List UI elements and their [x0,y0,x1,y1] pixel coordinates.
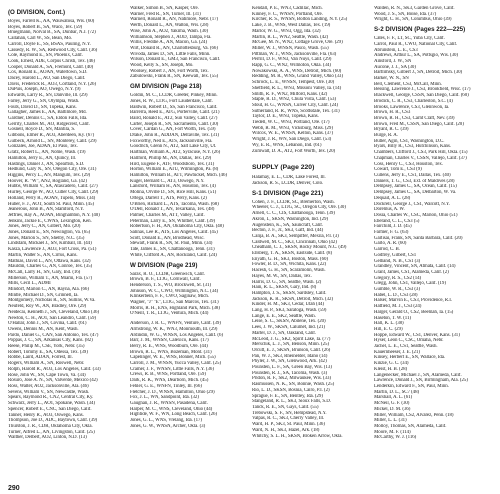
roster-entry: Fowler, B. D., SN, Wichita, Kans. (22) [252,262,327,268]
roster-entry: Brown, R. H., CS3, Carnt Craft, Nev. (39) [374,115,455,121]
roster-entry: Boyes, Robert B., SA, Waco, Tex. (59) [8,24,83,30]
roster-entry: Gonzales, Joe, ADAN, El Paso, Tex. [8,144,78,150]
roster-entry: Orcutt, E. J., SKSN, Brunson, Calif. (26) [252,347,331,353]
roster-entry: Drake, John R., ADDAN, Deltaville, Tex. (31) [130,133,219,139]
roster-entry: Bruegmann, Norval B., SA, Dunbar, N.J. (72) [8,30,96,36]
roster-entry: Aucone, J. J., SA (30) [374,64,416,70]
roster-entry: Cates, F. F., LT, SC, Yuba City, Calif. [374,36,445,42]
roster-entry: DuPuis, Joseph, AO, Owego, N.Y. (9) [8,87,81,93]
roster-entry: Hayes, M. W., SN, Dallas, Tex. [252,273,312,279]
roster-entry: Stout, H. G., WNSN, Culver City, Calif. (24) [252,102,338,108]
roster-entry: Scott, Donald E., AN, Brodhead, Wisc. [130,235,205,241]
roster-entry: Schrock, L. E., WNSN, Tempest, Ore. (30) [252,80,335,86]
roster-entry: Hurley, George W., AO, Cutler City, Calif. (29) [8,190,99,196]
roster-entry: Lang, H. P., SK3, Saratoga, Wash. (59) [252,308,327,314]
roster-entry: Turner, Alfred L., AN, Livingston, Calif. (25) [8,429,95,435]
roster-entry: Baldwin, Robert D., SS, San Francisco, Calif. [130,104,218,110]
roster-entry: Phyler, J. W., SN, Glenwood, Ark. (42) [252,359,327,365]
roster-entry: Miller, William, CS2, Alvarez, Penn. (18) [374,412,454,418]
roster-entry: Barr, J. M., WNSN, Calexico, Kans. (17) [130,338,209,344]
roster-entry: Kircher, R. S., WNSN, Bolton Landing, N.Y. (25) [252,17,348,23]
roster-entry: Harper, M. C., WNS, Cleveland, Ohio (44) [130,406,213,412]
roster-entry: Ward, H. P., SK3, St. Paul, Minn. (36) [252,422,325,428]
roster-entry: Pounsten, R. J., SA, Tacoma, Wash. (3) [252,370,328,376]
roster-entry: Hacesh, G. H., SN, Scaramolin, Wash. [252,268,326,274]
roster-entry: Haseton, T. W. (11) [374,315,411,321]
roster-entry: Martin, D. L., SC7 (48) [374,389,420,395]
roster-entry: Sprague, F. E., SN, Bentley, Ida. (29) [252,393,323,399]
roster-entry: Stangeland, R. L., SK3, Sioux Falls, S.D. [252,399,331,405]
roster-entry: Trebowski, S. F., SN, Hempstead, N.Y. [252,410,327,416]
roster-entry: Kinney, F. C., WNSN, Portland, Ore. [252,11,323,17]
roster-entry: Burge, R. A. [374,133,398,139]
roster-entry: Harger, Gerald O., CS2, Beemah, Ia. (15) [374,309,454,315]
roster-entry: Edwards, Larry R., SN, Danville, Ill. (29) [8,93,88,99]
roster-entry: Salinas, Lee R., ATS, Los Angeles, Calif. (45) [130,230,218,236]
roster-entry: Abrunstein, L. E., CS3 [374,47,418,53]
roster-entry: Ward, N. H., SK3, Hazel, Ark. (18) [252,427,320,433]
roster-entry: Mintle, Michael D., SN, Grinnell, Ia. [8,292,79,298]
roster-entry: Ardindin, W. G., WNSN, Los Angeles, Calif. (6) [130,332,223,338]
roster-entry: Kinsey, Herbert E., SN, Wallace, Ida. [374,355,446,361]
roster-entry: Augenstein, K., SA, Sauncraft, Calif. [252,222,323,228]
roster-entry: Barker, W. N., SN [374,76,409,82]
roster-entry: Wivoda, James D., SN, Little Falls, Minn. [130,51,211,57]
roster-entry: Harris, D. G., SN, Seattle, Wash. (2) [252,279,322,285]
roster-entry: Kendall, P. E., WN3, Cadillac, Mich. [252,6,323,11]
roster-entry: White, Clifford A., AN, Rockland, Calif. (24) [130,252,217,258]
roster-entry: Cole, Raymond E., SN, Phoenix, Calif. [8,53,83,59]
roster-entry: Carroll, J. M., WNSN, Yucca Valley, Calif. (25) [130,361,221,367]
roster-entry: Fouts, David D., SN, Topeka, Kans. [8,104,77,110]
roster-entry: Wilcox, W. E., WNSN, Kelton, Kans. (37) [252,131,334,137]
roster-entry: Thompson, Joe D., ADC, Baytown, Calif. (39) [8,418,98,424]
roster-entry: Kleist, H. B. (28) [374,366,408,372]
roster-entry: Callahan, Carl W., SS, Bean, Mo. [8,36,73,42]
roster-entry: Carter, Joseph R., SN, Sacramento, Calif. (30) [130,121,219,127]
roster-entry: Lansford, William H., AN, Houston, Tex. (4) [130,184,216,190]
roster-entry: Sarax, R. O., LCDR, Greenwich, Calif. [130,271,206,277]
roster-entry: Kauernheeser, J. E. (21) [374,349,420,355]
roster-entry: Pounsten, L. F., SA, Green Bay, Wis. (13) [252,365,332,371]
directory-page [8,6,496,492]
roster-entry: Calija, B. A., SK3, Sempiffer, Mexila, P.I. (3) [252,233,339,239]
roster-entry: Pridon, R. F., SK2, Milwaukee, Wis. (33) [252,376,331,382]
roster-entry: Bell, Clement, CS3, McCall, Minn. [374,81,442,87]
roster-entry: Molina, Orville D., SN, Rice Hill, Kans. (51) [130,190,217,196]
roster-entry: Stewart, Frank R., SN, St. Paul, Minn. (34) [130,241,213,247]
roster-entry: Montgomery, Nicholas R., SN, Sullins, W.Va. [8,298,96,304]
roster-entry: Farmer, F. G. (63) [374,230,409,236]
roster-entry: Brown, H. R., CS3 [374,110,411,116]
roster-entry: Valpas, R. C., SK3, Cherry Valley, Ill. [252,416,325,422]
roster-entry: Perrill, D. F., WN3, Van Nuys, Calif. (29) [252,57,332,63]
roster-entry: Walther, Delbert, AO2, Linton, N.D. (13) [8,435,87,441]
column-3 [252,6,370,478]
roster-entry: Robbe, Laird, ADAN, Forrest, Ill. [8,355,73,361]
roster-entry: Mathias, David L., AN, Ottawa, Kans. (32) [8,258,91,264]
roster-entry: Jackson, K. R., SKSN, Detroit, Mich. (32) [252,296,333,302]
roster-entry: Molloy, Thomas, SN, Alameda, Calif. [374,423,447,429]
roster-entry: Wright, J. R., WN, San Diego, Calif. (53) [252,137,332,143]
roster-entry: Farley, Jerry G., SN, Olympia, Wash. [8,98,80,104]
roster-entry: Gregory, R. S., CS2 (14) [374,275,422,281]
roster-entry: Fairchild, J. D. (45) [374,224,412,230]
roster-entry: Owens, Dennis M., AN, Kent, Wash. [8,326,79,332]
roster-entry: Kinder, H. M., SK3, Cedar, Utah (44) [252,302,324,308]
roster-entry: Gelband, N. B., CS1 (3) [374,258,421,264]
roster-entry: Baird, Ronald E., AT2, Sun Valley, Calif. (27) [130,115,218,121]
roster-entry: Kinzie, G. C. (34) [374,361,409,367]
roster-entry: Byars, Billy R., CS3, Hutchinson, Kans. [374,144,451,150]
column-2 [130,6,248,478]
roster-entry: Mickel, D. M. (36) [374,406,411,412]
roster-entry: Klinkerbein, F. F., CWO, Saginaw, Mich. [130,294,209,300]
roster-entry: Hain, R. L., SKSN, Gary, Ind. (8) [252,285,317,291]
roster-entry: Hatfield, M. J., CS3 (24) [374,304,422,310]
roster-entry: Pan, W. J., SK3, Rheinelder, Idaho (14) [252,353,328,359]
roster-entry: O'Neill, T. R., LTJG, Ventura, Mich. (44) [130,311,209,317]
roster-entry: Holland, Perry R., AOAN, Tupelo, Miss. (34) [8,195,96,201]
roster-entry: Rapp, G. C., WN2, Wilmoton, Okla. (34) [252,63,331,69]
roster-entry: Godfrey, Gilbert, CS1 [374,252,417,258]
roster-entry: Tate, James E., SN, Chattanooga, Tenn. (31) [130,247,215,253]
roster-entry: Wise, John A., AO2, Yakima, Wash. (30) [130,28,208,34]
roster-entry: Wright, C. H., SN, Columbus, Ohio (39) [374,17,452,23]
roster-entry: O'Hallar, John J., SN, Covina, Calif. (61) [8,321,87,327]
roster-entry: Davis, Frederick R., AO3, Cortland, N.Y. (26) [8,81,96,87]
roster-entry: Caldwell, M. C., SK3, Cincinnati, Ohio (42) [252,239,337,245]
roster-entry: Gregg, John, CS1, Vallejo, Calif. (19) [374,281,446,287]
roster-entry: Wy, E. R., WNS, Lebanon, Ind. (61) [252,142,322,148]
roster-entry: Bartlimsky, Gilbert J., SN, Detroit, Mich. (30) [374,70,463,76]
roster-entry: Butler, Agin, CS1, Washington, D.C. [374,138,445,144]
roster-entry: Zumwalt, D. A., AT2, Fort Worth, Tex. (20) [252,148,336,154]
roster-entry: Goodrich, Glenn N., AT2, Salt Lake City, Ut. [130,144,217,150]
roster-entry: Millerson, William T., AN, Miami, Fla. (57) [8,275,93,281]
roster-entry: Capelinger, W. E., WNS, Bonner, Mich. (55) [130,355,216,361]
column-1 [8,6,126,478]
roster-entry: Spencer, Robert E., CNC, San Diego, Calif. [8,406,92,412]
roster-entry: Dosia, Charles W., CSC, Marion, Ohio (51) [374,212,458,218]
roster-entry: Hamilton, Jerry E., AN, Quincy, Ill. [8,155,77,161]
roster-entry: Fletcher, J. D., WNSN, Hamilton, Ohio (29) [130,389,215,395]
roster-entry: Warnell, Ronald R., AN, Natimore, Nebr. (17) [130,17,219,23]
section-heading: SUPPLY (Page 220) [252,164,315,172]
roster-entry: Huber, F. J., AOT, South St. Paul, Minn. (45) [8,201,94,207]
roster-entry: Robert, Tommy E., SA, Odessa, Tex. (39) [8,349,88,355]
roster-entry: Pittman, W. J., WNS, Jacksonville, Fla. (63) [252,51,337,57]
roster-entry: Mauldin, Charles G., AN, Conroe, Tex. (35) [8,264,93,270]
roster-entry: Wood, J. S., SN, Boise, Ida. (37) [374,11,437,17]
roster-entry: Brown, B. F., LTJG, Cornwall, Calif. [130,277,201,283]
roster-entry: Taylor, D. E., WN3, Topeka, Kans. [252,114,319,120]
roster-entry: Williamson, Stephen J., AOD, Tampa, Fla. [130,34,212,40]
roster-entry: Lenderkin, Edward F., SN, Paul, Minn. [374,384,449,389]
roster-entry: Andrews, Arthur L., SA, Pottsgio, Wis. (30) [374,53,458,59]
roster-entry: Redding, M. R., WNS, Grand Valley, Ohio (33) [252,74,343,80]
section-heading: GM DIVISION (Page 218) [130,83,202,91]
roster-entry: Sevens, William V., SN, Newcastle, Wash. [8,389,90,395]
roster-entry: Mills, Cecil L., ADMI [8,281,51,287]
roster-entry: Jackson, R. S., LCDR, Denver, Colo. [252,180,324,186]
roster-entry: Becton, J. F., Jr., SK3, Gaff, Ind. (44) [252,228,324,234]
roster-entry: Dempsey, James C., SA, Ocean, Calif. (15) [374,184,457,190]
section-heading: S-2 DIVISION (Pages 222—225) [374,26,466,34]
roster-entry: Gallagher, James E., AA, Baltimore, Md. [8,110,87,116]
roster-entry: Coss, Henry C., CS3, Houston, Tex. [374,161,443,167]
roster-entry: Marshall, A. L. (61) [374,395,413,401]
roster-entry: Walker, Simon B., SN, Kasper, Ore. [130,6,199,11]
roster-entry: Hampton, J. S., SKSN, Sardsley, Calif. [252,290,327,296]
roster-entry: Spears, Raymond R., CN2, Central City, Ky. [8,395,94,401]
roster-entry: Chapman, Charles V., CSSN, Vallejo, Calif. (37) [374,155,467,161]
roster-entry: Horton, William E., ATU, Wilmington, Pa. (8) [130,167,219,173]
roster-entry: Gumble, W. R., CS3 (3) [374,287,420,293]
roster-entry: Dockrell, George J., CS1, Walcott, N.Y. [374,201,450,207]
roster-entry: Dequait, A. L. (28) [374,195,411,201]
roster-entry: Willis, Freddie A., AN, Macon, Ga. (24) [130,40,207,46]
roster-entry: Fehler, G. E., WNFN, Tinley, Ill. (66) [130,383,202,389]
roster-entry: Fox, J. L., WN, Sandpoint, Ida. (32) [130,395,199,401]
roster-entry: Blackwell, George, CSSN, San Diego, Calif. (60) [374,93,469,99]
roster-entry: Lake, J. B., WNS, West Dallas, Tex. (19) [252,23,331,29]
roster-entry: Wheeler, C. J., LTJG, SC, Oregon City, Ore. (30) [252,205,346,211]
roster-entry: Rolph, Harold R., AO3, Los Angeles, Calif. (33) [8,366,101,372]
roster-entry: Jenkins, Jackie E., CWNS, Lexington, Ken. [8,218,92,224]
roster-entry: Gardner, Dennis C., SA, Eldon Falls, Ida. [8,115,88,121]
roster-entry: Jeffries, Ray A., AOAN, Binghamton, N.Y. (40) [8,212,100,218]
roster-entry: Grandley, Vincent, SN, Atmata, Calif. (14) [374,264,456,270]
roster-entry: Reese, Philip M., CSE, York, Nebr. (35) [8,344,85,350]
roster-entry: Wood, Kelly S., SN, Joseph, Mo. [130,63,194,69]
roster-entry: Halser, Marvin E., CS3, Providence, R.I. [374,298,452,304]
roster-entry: Hedlund, Gary N., SN, Oregon City, Ore. (31) [8,167,97,173]
roster-entry: Robertson, F. H., AN, Oklahoma City, Okla. (48) [130,224,224,230]
roster-entry: Enyath, G. H., SK3, Boston, Mass. (60) [252,256,328,262]
roster-entry: Jeanerous, John B., AN, Stamford, N.Y. [8,207,84,213]
roster-entry: Miller, W. J., WNSN, Pasco, Wash. (55) [252,45,329,51]
roster-entry: Tanck, R. E., SN, Gays, Calif. (55) [252,405,319,410]
roster-entry: Cullens, Jerry E., CS1, Dallas, Tex. (40) [374,172,451,178]
roster-entry: Wilson, Donald E., GM3, San Francisco, Calif. [130,57,221,63]
roster-entry: Morris, R. H., ENS, Highland Park, Mich. (38) [130,305,220,311]
column-4 [374,6,492,478]
roster-entry: Mindorf, Marion C., AN, Rayna, Ala. (66) [8,287,89,293]
roster-entry: Halamay, E. L., CDR, Lake Forest, Ill. [252,175,326,181]
roster-entry: Miller, L. L. (31) [374,418,407,424]
roster-entry: Gosnell, Royce D., SN, Mantila, S. [8,127,76,133]
roster-entry: Hastings, Daniel J., AN, Spearfish, S.D. [8,161,85,167]
roster-entry: Brown, Fred M., CSSN, San Diego, Calif. (20) [374,121,464,127]
roster-entry: Jachel, L. E., CS1, Seattle, Wash. [374,344,438,350]
roster-entry: O'Dell, Ronald T., AN, Texarkana, Tex. (48) [130,207,215,213]
roster-entry: Tanner, Henry R., AO3, Oswego, Kans. [8,412,84,418]
roster-entry: Garrod, C. B. [374,247,400,253]
roster-entry: Ainsford, J. W., SN [374,58,412,64]
roster-entry: Hallford, Phillip M., AN, Dallas, Tex. (29) [130,155,212,161]
roster-entry: Cheatham, C. J., SKSN, Rocky Mount, N.C. (49) [252,245,347,251]
roster-entry: Daniels, T. G., CS3, Ext. of Maldives (28) [374,178,455,184]
roster-entry: O'Brien, Richard L., ATS, Tacoma, Wash. (68) [130,201,219,207]
roster-entry: Boyes, Farrell K., AA, Wauwatosa, Wis. (60) [8,19,95,24]
roster-entry: Brooks, Lawrence, CS3, Glennwon, Ia. [374,104,450,110]
roster-entry: Rio, L. D., SKSN, Bosnia, Cairo, P.I. (2) [252,387,330,393]
roster-entry: Martel, D. J., SN, Oakland, Calif. [252,330,317,336]
roster-entry: Wagner, "J" "E", LTJG, San Marcos, Tex. (31) [130,300,219,306]
roster-entry: Rogers, William A., SN, Roswell, Nebr. [8,361,85,367]
roster-entry: Cover, Cardan G., AN, Fort Worth, Tex. (59) [130,127,216,133]
roster-entry: Johnson, W. C., CWO, Wilmington, N.C. (34) [130,288,219,294]
roster-entry: Eberand, C. L., CS3 (5) [374,218,420,224]
roster-entry: Nowakowski, A. A., WNS, Detroit, Mich. (60) [252,68,342,74]
roster-entry: Rose, John W., SN, Cape Town, Va. (34) [8,372,86,378]
roster-entry: Arnell, C. C., CIS, Chattanooga, Tenn. (39) [252,211,335,217]
roster-entry: Cassedy, R. W., SA, Redwood City, Calif. (36) [8,47,98,53]
roster-entry: Foxworthy, Ned E., ATS, Jacksonville, Fla. [130,138,213,144]
roster-entry: Peterman, Larry E., SN, Whittier, Calif. (39) [130,218,215,224]
roster-entry: Doremus, A. W. [374,207,405,213]
roster-entry: Langenecker, Michael J., SN, Alameda, Calif. [374,372,462,378]
roster-entry: Hoppe, Edward W., CS1, Denver, Kans. (31) [374,332,460,338]
roster-entry: Leise, S. C., SKSN, Abilene, Tex. (20) [252,319,326,325]
roster-entry: Zabulowski, Frank R., SN, Keewall, Tex. (55) [130,74,219,80]
roster-entry: Carrol, Paul R., CWO, National City, Calif. [374,41,458,47]
roster-entry: Kugel, Bernard C., AT3, Oswego, N.Y. [130,178,205,184]
roster-entry: Cohen, J. F., LCDR, SC, Bremerton, Wash. [252,199,335,205]
roster-entry: McLeod, J. G., SK2, Spirit Lake, Ia. (77) [252,336,331,342]
roster-entry: Jones, Jerry C., AN, Gilbert, Mo. (20) [8,224,81,230]
roster-entry: Poppas, J. C., SN, Arkansas City, Kans. (82) [8,338,93,344]
roster-entry: Neidecai, Kenneth J., SN, Cleveland, Ohio (36) [8,309,100,315]
roster-entry: Hill, E. C. (29) [374,326,403,332]
roster-entry: Walden, R. N., SK3, Garden Grove, Calif. [374,6,455,11]
roster-entry: Higgins, Percy L., AN, Mangum, Tex. (29) [8,172,91,178]
roster-entry: Hartman, William A., AT2, Syracuse, N.Y. (26) [130,150,221,156]
roster-entry: Pardo, Daniel G., CAN, San Antonio, Tex. (47) [8,332,99,338]
roster-entry: Dark, R. K., WNS, Dearborn, Mich. (45) [130,378,209,384]
roster-entry: McGee, M. N., WN2, Cottage Grove, Ore. (29) [252,40,343,46]
roster-entry: Hyser, Leon C., CSC, Omaha, Nebr. [374,338,444,344]
roster-entry: Hall, K. L. (38) [374,321,404,327]
roster-entry: Marlor, W. G., WN3, Ogg, Ida. (32) [252,28,321,34]
roster-entry: Anderson, J. R. C., WNFN, Venture, Calif. (39) [130,321,221,327]
roster-entry: Rosuro, Jose A. N., SN, Valverde, Mexico (42) [8,378,98,384]
roster-entry: Martin, Walter S., AN, Cirrus, Kans. [8,252,78,258]
roster-entry: Sheffield, R. L., WN3, Missoni Valley, Ia. (14) [252,85,342,91]
roster-entry: Lange, E. E., SK2, Seattle, Wash. [252,313,316,319]
roster-entry: Ross, Walter, AO2, Jacksonville, Ala. (46) [8,384,89,389]
roster-entry: Jones, G. W., WNSN, Archer, Okla. (3) [130,423,206,429]
roster-entry: Moore, M. F. (114) [374,429,411,435]
roster-entry: Smith, R. F., WN2, Milford, Kans. (42) [252,91,328,97]
roster-entry: Gratz, Robert L., AN, Nome, Wash. (19) [8,150,86,156]
roster-entry: Chambers, Clifford J., CS3, Park Hill, Okla. (15) [374,150,468,156]
roster-entry: Ortega, Darrell T., ATS, Perry, Kans. (2) [130,195,207,201]
roster-entry: Barrerra, Reed E., ATG, Porterville, Calif. (21) [130,110,220,116]
roster-entry: Hightide, W. F., WN, Long Beach, Calif. (26) [130,412,217,418]
roster-entry: Goldin, M. C., LCDR, Greeter, Pinkey, Minn. [130,93,218,99]
roster-entry: Bessing, Lawrence J., CS3, Brookfield, Wisc. (17) [374,87,471,93]
roster-entry: Jones, Donald E., SN, Newington, Va. (65) [8,230,91,236]
roster-entry: Lawrence, Donald J., SN, Birmingham, Ala. (25) [374,378,468,384]
roster-entry: Carroll, Doyle E., SS, BSAS, Pauling, N.Y. [8,41,91,47]
roster-entry: Werth, Donald L., AN, Walton, Wis. (28) [130,23,209,29]
roster-entry: Hird, Eugene F., ATF, Woodsboro, Tex. (31) [130,161,215,167]
section-heading: W DIVISION (Page 219) [130,261,198,269]
roster-entry: Jones, Marion S., SN, Shelby, N.C. (35) [8,235,85,241]
roster-entry: McNeil, G. F. (30) [374,401,410,407]
roster-entry: Cooper, Donald A., SA, Fremont, Calif. (40) [8,64,94,70]
roster-entry: Gerrity, Charles M., AO, Ridgecrest, Calif. [8,121,90,127]
section-heading: S-1 DIVISION (Page 221) [252,189,324,197]
roster-entry: Tiedell, W. C., WN3, Portland, Ore. (17) [252,120,330,126]
roster-entry: Akron, I., SKSN, Washington, Ind. (29) [252,216,328,222]
roster-entry: Neufeld, Roy W., AN, Bradley, Ore. (29) [8,304,87,310]
roster-entry: Dempsey, James C., SA, Delbarton, W. Va. [374,190,457,196]
roster-entry: Whitchy, S. L. H., SKSN, Broken Arrow, Okla. [252,433,343,439]
section-heading: (O DIVISION, Cont.) [8,9,66,16]
roster-entry: Warner, Fred R., SN, Turner, Ill. (31) [130,11,201,17]
roster-entry: Dacey, Harold L., AO, San Diego, Calif. [8,76,86,82]
roster-entry: Jones, G. L., WNS, Vrelang, Ida. (17) [130,418,202,424]
roster-entry: Hamilton, William B., ATT, Pawtucket, Mich. (46) [130,172,227,178]
roster-entry: Garlo, A. R. (60) [374,241,407,247]
roster-entry: Cowart, Tom E., CS3 (9) [374,167,422,173]
roster-entry: Newton, C. H., AO1, San Leandro, Calif. (59) [8,315,96,321]
roster-entry: Woolsey, Robert J., AN, Fort Worth, Tex. [130,68,209,74]
roster-entry: Kasza, Lawrence J., AO3, Fort Cross, Pa. (51) [8,247,97,253]
roster-entry: Habel, L. D., CS3 (28) [374,292,418,298]
roster-entry: Lindstam, Mickael J., SN, Kimball, Ill. (44) [8,241,92,247]
roster-entry: Brown, R. L., WNS, Bozeman, Mont. (31) [130,349,212,355]
roster-entry: Cook, Ernest, ADE, Corpus Christi, Tex. (46) [8,58,95,64]
roster-entry: Gibbons, Elmer R., AO3, Aberdeen, Ky. (67) [8,133,95,139]
page-number: 290 [8,485,20,492]
roster-entry: Garlisai, Frank, SN, Santa Barbara, Calif. (20) [374,235,463,241]
roster-entry: Cox, Ronald E., AOAN, Watertown, S.D. [8,70,88,76]
roster-entry: Lees, J. W., SKSN, Calumet, Ind. (21) [252,325,325,331]
roster-entry: Brodick, C. R., CS3, Charleston, S.C. (4) [374,98,453,104]
roster-entry: Armstrong, W. K., WN3, Monmouth, Ill. (29) [130,326,218,332]
roster-entry: Bryant, R. C. (39) [374,127,409,133]
roster-entry: Hubbs, William V., SA, Atascadero, Calif. (27) [8,184,98,190]
roster-entry: Gulbeck, Arnold L., SN, Monterey, Calif. (29) [8,138,97,144]
roster-entry: Crews, R. B., WNS, Portland, Ore. (59) [130,372,206,378]
roster-entry: Grant, James, CS1, Alameda, Calif. (2) [374,269,449,275]
roster-entry: Hoover, R. "W", AN2, Rogland, Ga. (42) [8,178,87,184]
roster-entry: Henderson, T. S., WO, Brockwell, St. (31) [130,282,211,288]
roster-entry: Staple, R. D., WN2, Chula Vista, Calif. (53) [252,97,336,103]
roster-entry: Martin, R. L., WN2, Seattle, Wash. (42) [252,34,329,40]
roster-entry: Gaughan, J. R., WNSN, Pasadena, Calif. [130,401,208,406]
roster-entry: Merschik, L. J., SN, Benson, Minn. (25) [252,342,329,348]
roster-entry: Wirt, Donald R., AN, Charlottesburg, Va. (66) [130,45,218,51]
roster-entry: Ellsberg, T. A., SKSN, Eastside, Calif. (8) [252,251,333,257]
roster-entry: Thurston, J. R., CDR, Oklahoma City, Okla. [8,423,93,429]
roster-entry: Jones, R. W., LTJG, Fort Lauderdale, Calif. [130,98,213,104]
roster-entry: Webb, R. M., WN3, Vicksburg, Miss. (29) [252,125,333,131]
roster-entry: Rasmussen, N. K., SN, Bonnie, Wash. (25) [252,382,335,388]
roster-entry: Palmer, Charles M., ATT, Valley, Calif. [130,212,205,218]
roster-entry: Sutherland, R. R., WNS, Scottsdale, Tex. (31) [252,108,340,114]
roster-entry: McCarthy, W. J. (116) [374,435,417,441]
roster-entry: Cramer, J. F., WNSN, Little Falls, N.Y. (36) [130,366,214,372]
roster-entry: McCall, Larry H., SN, Gary, Ind. (16) [8,269,81,275]
roster-entry: Schwarz, Jerry L., AO1, Spokane, Wash. (34) [8,401,96,407]
roster-entry: Berry, R. E., WNS, Woodburn, Ore. (44) [130,343,208,349]
